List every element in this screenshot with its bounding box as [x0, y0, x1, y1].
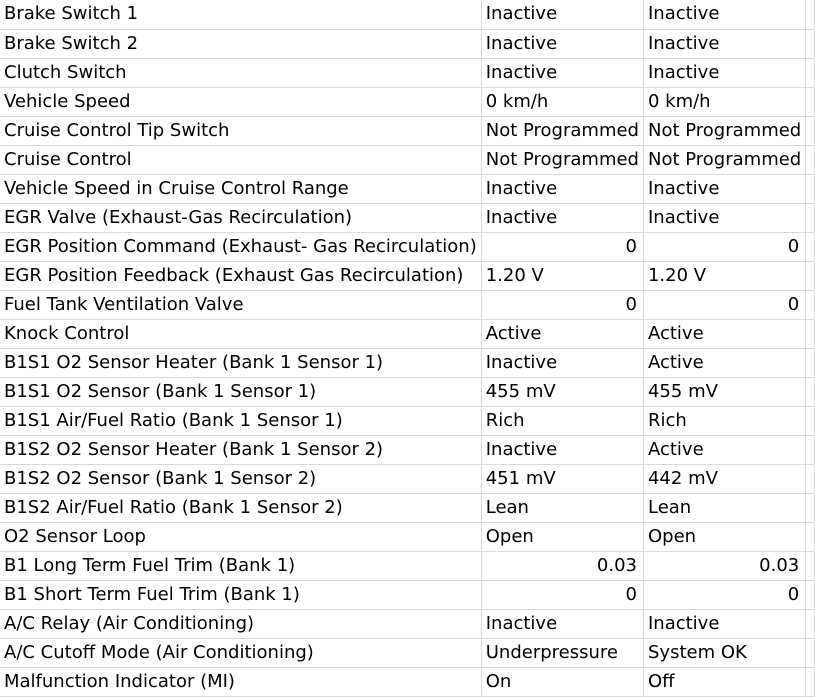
value-cell-1[interactable]: Inactive [481, 348, 643, 377]
value-cell-2[interactable]: Inactive [643, 203, 805, 232]
parameter-name-cell[interactable]: Brake Switch 1 [0, 0, 481, 29]
value-cell-1[interactable]: Underpressure [481, 638, 643, 667]
empty-cell[interactable] [806, 522, 815, 551]
value-cell-1[interactable]: Rich [481, 406, 643, 435]
value-cell-2[interactable]: Rich [643, 406, 805, 435]
value-cell-2[interactable]: Active [643, 435, 805, 464]
empty-cell[interactable] [806, 638, 815, 667]
parameter-name-cell[interactable]: B1 Short Term Fuel Trim (Bank 1) [0, 580, 481, 609]
parameter-name-cell[interactable]: Knock Control [0, 319, 481, 348]
parameter-name-cell[interactable]: A/C Cutoff Mode (Air Conditioning) [0, 638, 481, 667]
parameter-name-cell[interactable]: Cruise Control Tip Switch [0, 116, 481, 145]
table-row [0, 493, 815, 522]
parameter-name-cell[interactable]: Brake Switch 2 [0, 29, 481, 58]
parameter-name-cell[interactable]: B1S2 Air/Fuel Ratio (Bank 1 Sensor 2) [0, 493, 481, 522]
table-row [0, 290, 815, 319]
empty-cell[interactable] [806, 29, 815, 58]
value-cell-2[interactable]: 0 [643, 290, 805, 319]
table-row [0, 464, 815, 493]
parameter-name-cell[interactable]: Fuel Tank Ventilation Valve [0, 290, 481, 319]
table-row [0, 116, 815, 145]
value-cell-1[interactable]: Inactive [481, 174, 643, 203]
table-row [0, 29, 815, 58]
parameter-name-cell[interactable]: A/C Relay (Air Conditioning) [0, 609, 481, 638]
empty-cell[interactable] [806, 232, 815, 261]
parameter-name-cell[interactable]: B1 Long Term Fuel Trim (Bank 1) [0, 551, 481, 580]
value-cell-2[interactable]: Not Programmed [643, 116, 805, 145]
table-row [0, 58, 815, 87]
value-cell-2[interactable]: System OK [643, 638, 805, 667]
table-row [0, 667, 815, 696]
empty-cell[interactable] [806, 667, 815, 696]
table-row [0, 348, 815, 377]
empty-cell[interactable] [806, 406, 815, 435]
value-cell-2[interactable]: 0 [643, 580, 805, 609]
empty-cell[interactable] [806, 174, 815, 203]
table-row [0, 580, 815, 609]
value-cell-1[interactable]: 0 km/h [481, 87, 643, 116]
value-cell-2[interactable]: Not Programmed [643, 145, 805, 174]
table-row [0, 145, 815, 174]
value-cell-2[interactable]: 0 [643, 232, 805, 261]
empty-cell[interactable] [806, 87, 815, 116]
empty-cell[interactable] [806, 435, 815, 464]
value-cell-1[interactable]: 0 [481, 232, 643, 261]
empty-cell[interactable] [806, 261, 815, 290]
value-cell-1[interactable]: Inactive [481, 0, 643, 29]
parameter-name-cell[interactable]: EGR Valve (Exhaust-Gas Recirculation) [0, 203, 481, 232]
value-cell-2[interactable]: 1.20 V [643, 261, 805, 290]
value-cell-1[interactable]: On [481, 667, 643, 696]
value-cell-2[interactable]: Active [643, 319, 805, 348]
value-cell-2[interactable]: Inactive [643, 174, 805, 203]
table-row [0, 203, 815, 232]
parameter-name-cell[interactable]: O2 Sensor Loop [0, 522, 481, 551]
empty-cell[interactable] [806, 116, 815, 145]
parameter-name-cell[interactable]: B1S1 O2 Sensor Heater (Bank 1 Sensor 1) [0, 348, 481, 377]
table-row [0, 377, 815, 406]
value-cell-1[interactable]: 0.03 [481, 551, 643, 580]
table-row [0, 319, 815, 348]
parameter-name-cell[interactable]: EGR Position Feedback (Exhaust Gas Recirculation) [0, 261, 481, 290]
value-cell-2[interactable]: Off [643, 667, 805, 696]
table-row [0, 638, 815, 667]
parameter-name-cell[interactable]: Vehicle Speed [0, 87, 481, 116]
value-cell-1[interactable]: Not Programmed [481, 145, 643, 174]
value-cell-1[interactable]: Inactive [481, 609, 643, 638]
value-cell-2[interactable]: Inactive [643, 29, 805, 58]
table-row [0, 261, 815, 290]
parameter-name-cell[interactable]: B1S2 O2 Sensor Heater (Bank 1 Sensor 2) [0, 435, 481, 464]
table-row [0, 87, 815, 116]
empty-cell[interactable] [806, 580, 815, 609]
value-cell-1[interactable]: Inactive [481, 58, 643, 87]
parameter-name-cell[interactable]: Clutch Switch [0, 58, 481, 87]
value-cell-1[interactable]: 0 [481, 580, 643, 609]
empty-cell[interactable] [806, 609, 815, 638]
value-cell-1[interactable]: 455 mV [481, 377, 643, 406]
empty-cell[interactable] [806, 145, 815, 174]
value-cell-1[interactable]: 0 [481, 290, 643, 319]
value-cell-1[interactable]: Lean [481, 493, 643, 522]
value-cell-2[interactable]: 0.03 [643, 551, 805, 580]
value-cell-1[interactable]: Inactive [481, 203, 643, 232]
value-cell-1[interactable]: Inactive [481, 29, 643, 58]
empty-cell[interactable] [806, 464, 815, 493]
value-cell-2[interactable]: Active [643, 348, 805, 377]
value-cell-1[interactable]: 1.20 V [481, 261, 643, 290]
table-row [0, 522, 815, 551]
value-cell-1[interactable]: Open [481, 522, 643, 551]
value-cell-2[interactable]: Lean [643, 493, 805, 522]
table-row [0, 609, 815, 638]
empty-cell[interactable] [806, 551, 815, 580]
value-cell-2[interactable]: Inactive [643, 0, 805, 29]
value-cell-2[interactable]: Inactive [643, 58, 805, 87]
value-cell-1[interactable]: Active [481, 319, 643, 348]
empty-cell[interactable] [806, 0, 815, 29]
table-row [0, 551, 815, 580]
empty-cell[interactable] [806, 377, 815, 406]
table-row [0, 0, 815, 29]
table-row [0, 232, 815, 261]
parameter-name-cell[interactable]: Cruise Control [0, 145, 481, 174]
table-row [0, 435, 815, 464]
value-cell-2[interactable]: 455 mV [643, 377, 805, 406]
empty-cell[interactable] [806, 290, 815, 319]
value-cell-1[interactable]: Inactive [481, 435, 643, 464]
parameter-name-cell[interactable]: B1S1 O2 Sensor (Bank 1 Sensor 1) [0, 377, 481, 406]
parameter-name-cell[interactable]: B1S1 Air/Fuel Ratio (Bank 1 Sensor 1) [0, 406, 481, 435]
value-cell-2[interactable]: Open [643, 522, 805, 551]
parameter-name-cell[interactable]: Vehicle Speed in Cruise Control Range [0, 174, 481, 203]
empty-cell[interactable] [806, 203, 815, 232]
empty-cell[interactable] [806, 319, 815, 348]
empty-cell[interactable] [806, 493, 815, 522]
parameter-name-cell[interactable]: Malfunction Indicator (MI) [0, 667, 481, 696]
value-cell-1[interactable]: Not Programmed [481, 116, 643, 145]
empty-cell[interactable] [806, 58, 815, 87]
parameter-name-cell[interactable]: B1S2 O2 Sensor (Bank 1 Sensor 2) [0, 464, 481, 493]
value-cell-2[interactable]: 0 km/h [643, 87, 805, 116]
table-row [0, 174, 815, 203]
value-cell-1[interactable]: 451 mV [481, 464, 643, 493]
parameter-name-cell[interactable]: EGR Position Command (Exhaust- Gas Recirculation) [0, 232, 481, 261]
table-row [0, 406, 815, 435]
value-cell-2[interactable]: Inactive [643, 609, 805, 638]
value-cell-2[interactable]: 442 mV [643, 464, 805, 493]
empty-cell[interactable] [806, 348, 815, 377]
